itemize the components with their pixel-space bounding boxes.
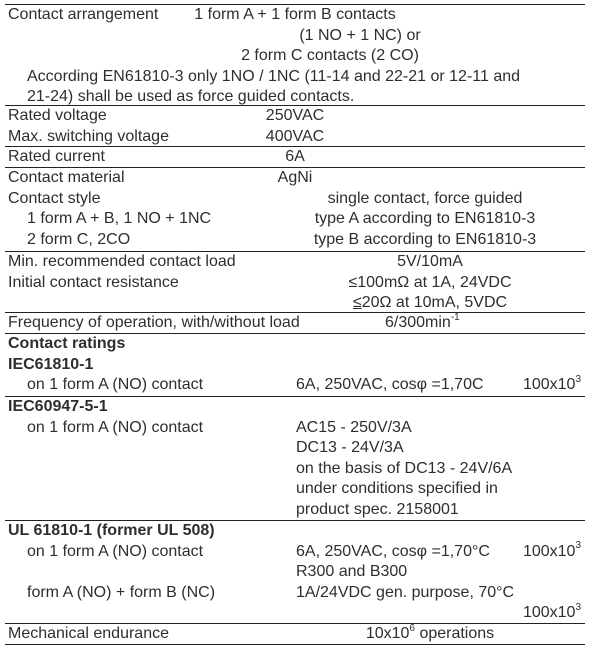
row-initial-resistance [5,273,585,294]
note-line-2: 21-24) shall be used as force guided contacts. [27,88,355,106]
row-ul61810-3 [5,583,585,604]
value-ul61810-rating: 6A, 250VAC, cosφ =1,70°C [296,542,490,560]
value-iec60947-line-1: AC15 - 250V/3A [296,418,412,436]
label-frequency: Frequency of operation, with/without load [8,314,300,331]
endurance-sup: 6 [409,622,415,634]
row-contact-ratings-title [5,334,585,355]
section-rated-current [5,147,585,168]
value-rated-current: 6A [285,148,305,165]
value-ul61810-r300-b300: R300 and B300 [296,563,408,581]
row-contact-style [5,189,585,210]
section-frequency [5,313,585,334]
cycles-text: 100x10 [522,604,576,622]
value-initial-resistance-2 [353,293,507,314]
row-iec60947-2 [5,438,585,459]
value-contact-arrangement-2: (1 NO + 1 NC) or [299,26,421,44]
row-mechanical-endurance [5,624,585,645]
row-ul61810-title [5,521,585,542]
row-contact-style-sub-1 [5,209,585,230]
label-rated-voltage: Rated voltage [8,107,107,124]
value-iec61810-cycles [523,375,581,396]
row-contact-arrangement-2 [5,26,585,47]
row-iec61810-rating [5,375,585,396]
value-contact-arrangement-1: 1 form A + 1 form B contacts [194,6,396,23]
section-load-resistance [5,252,585,313]
value-ul61810-cycles-1 [523,542,581,563]
label-ul61810-contact: on 1 form A (NO) contact [27,542,204,560]
row-iec60947-title [5,397,585,418]
row-rated-voltage [5,106,585,127]
section-mechanical-endurance [5,624,585,645]
section-ul61810 [5,521,585,624]
heading-iec61810: IEC61810-1 [8,355,94,373]
row-ul61810-4 [5,603,585,624]
label-contact-style: Contact style [8,189,101,207]
section-contact-arrangement [5,5,585,106]
value-iec60947-line-2: DC13 - 24V/3A [296,439,404,457]
value-iec61810-rating: 6A, 250VAC, cosφ =1,70C [296,376,484,394]
row-contact-arrangement-3 [5,46,585,67]
endurance-base: 10x10 [365,625,410,642]
value-contact-style-sub-1: type A according to EN61810-3 [314,210,536,228]
label-ul61810-form-ab: form A (NO) + form B (NC) [27,583,216,601]
label-contact-material: Contact material [8,169,125,186]
value-contact-material: AgNi [277,169,313,186]
heading-contact-ratings: Contact ratings [8,335,126,352]
row-rated-current [5,147,585,168]
value-max-switching-voltage: 400VAC [265,127,325,145]
row-contact-material [5,168,585,189]
section-voltages [5,106,585,147]
value-ul61810-gen-purpose: 1A/24VDC gen. purpose, 70°C [296,583,515,601]
cycles-sup: 3 [575,602,581,614]
value-frequency-text: 6/300min [385,314,451,331]
less-equal-symbol: ≤ [352,294,362,312]
value-initial-resistance-2-text: 20Ω at 10mA, 5VDC [361,294,508,312]
cycles-sup: 3 [575,540,581,552]
value-contact-style: single contact, force guided [327,189,523,207]
value-frequency-sup: -1 [450,311,460,323]
label-mechanical-endurance: Mechanical endurance [8,625,169,642]
row-note-2 [5,87,585,108]
row-iec60947-1 [5,418,585,439]
label-iec60947-contact: on 1 form A (NO) contact [27,418,204,436]
row-iec60947-4 [5,479,585,500]
section-iec60947 [5,397,585,521]
row-initial-resistance-2 [5,293,585,314]
value-rated-voltage: 250VAC [265,107,325,124]
label-iec61810-contact: on 1 form A (NO) contact [27,376,204,394]
value-mechanical-endurance [366,624,494,645]
label-initial-resistance: Initial contact resistance [8,273,179,291]
label-contact-style-sub-1: 1 form A + B, 1 NO + 1NC [27,210,212,228]
value-iec60947-line-3: on the basis of DC13 - 24V/6A [296,459,513,477]
row-min-contact-load [5,252,585,273]
label-min-contact-load: Min. recommended contact load [8,253,236,270]
specifications-table [5,4,585,645]
row-frequency [5,313,585,334]
cycles-text: 100x10 [522,542,576,560]
heading-iec60947: IEC60947-5-1 [8,398,108,415]
row-iec60947-3 [5,459,585,480]
row-contact-arrangement [5,5,585,26]
value-min-contact-load: 5V/10mA [397,253,463,270]
row-ul61810-1 [5,542,585,563]
endurance-unit: operations [414,625,495,642]
value-contact-arrangement-3: 2 form C contacts (2 CO) [241,47,419,65]
value-initial-resistance-1: ≤100mΩ at 1A, 24VDC [348,273,512,291]
row-ul61810-2 [5,562,585,583]
row-max-switching-voltage [5,127,585,148]
cycles-text: 100x10 [522,376,576,394]
label-max-switching-voltage: Max. switching voltage [8,127,169,145]
heading-ul61810: UL 61810-1 (former UL 508) [8,522,215,539]
row-contact-style-sub-2 [5,230,585,251]
value-contact-style-sub-2: type B according to EN61810-3 [313,230,537,248]
note-line-1: According EN61810-3 only 1NO / 1NC (11-14 and 22-21 or 12-11 and [27,67,521,85]
section-contact-ratings-iec61810 [5,334,585,397]
value-ul61810-cycles-2 [523,603,581,624]
row-iec60947-5 [5,500,585,521]
value-iec60947-line-5: product spec. 2158001 [296,500,459,518]
value-iec60947-line-4: under conditions specified in [296,480,498,498]
value-frequency [385,313,460,334]
row-iec61810-title [5,355,585,376]
label-rated-current: Rated current [8,148,105,165]
section-contact-material-style [5,168,585,252]
label-contact-style-sub-2: 2 form C, 2CO [27,230,131,248]
row-note-1 [5,67,585,88]
label-contact-arrangement: Contact arrangement [8,6,159,23]
cycles-sup: 3 [575,373,581,385]
